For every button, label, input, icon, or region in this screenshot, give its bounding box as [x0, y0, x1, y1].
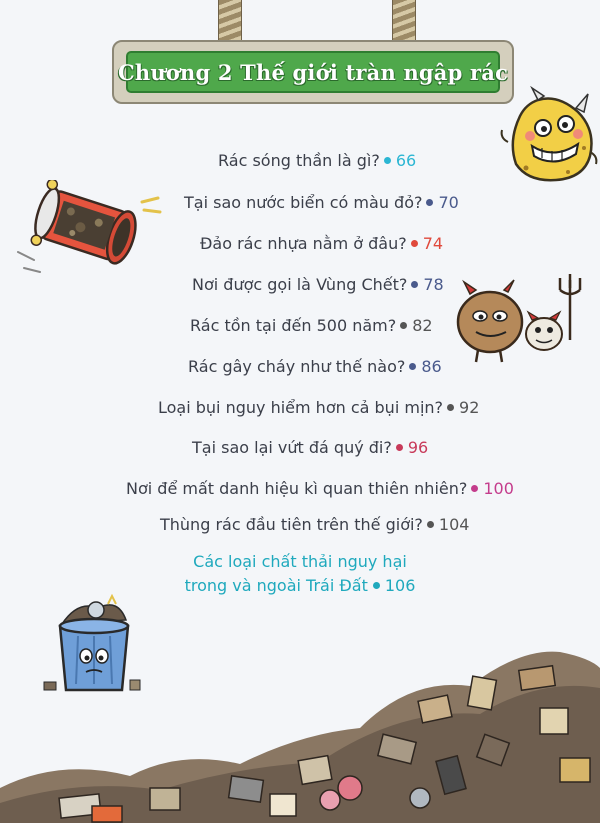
toc-item-page: 66 — [395, 151, 417, 170]
toc-item-title: Rác gây cháy như thế nào? — [188, 357, 406, 376]
toc-special-line2: trong và ngoài Trái Đất — [184, 576, 368, 595]
bullet-dot-icon — [384, 157, 391, 164]
toc-item[interactable] — [126, 478, 514, 500]
toc-special-item[interactable] — [0, 550, 600, 598]
toc-item-title: Tại sao nước biển có màu đỏ? — [184, 193, 423, 212]
toc-item[interactable] — [190, 315, 433, 337]
toc-item[interactable] — [192, 437, 428, 459]
bullet-dot-icon — [427, 521, 434, 528]
red-pipe-with-trash-icon — [14, 180, 164, 280]
toc-item[interactable] — [188, 356, 442, 378]
toc-item[interactable] — [192, 274, 444, 296]
toc-item-page: 104 — [438, 515, 470, 534]
bullet-dot-icon — [396, 444, 403, 451]
toc-item[interactable] — [218, 150, 416, 172]
chapter-title: Chương 2 Thế giới tràn ngập rác — [117, 59, 509, 85]
yellow-garbage-monster-icon — [498, 86, 598, 186]
chapter-banner-board — [117, 51, 509, 93]
toc-item-page: 92 — [459, 398, 480, 417]
toc-item-page: 74 — [422, 234, 444, 253]
toc-item[interactable] — [160, 514, 469, 536]
toc-item[interactable] — [158, 397, 479, 419]
bullet-dot-icon — [411, 281, 418, 288]
toc-item[interactable] — [200, 233, 443, 255]
bullet-dot-icon — [447, 404, 454, 411]
chapter-banner — [112, 40, 514, 104]
toc-item-page: 70 — [438, 193, 459, 212]
toc-item-title: Loại bụi nguy hiểm hơn cả bụi mịn? — [158, 398, 444, 417]
bullet-dot-icon — [471, 485, 478, 492]
toc-item-page: 78 — [423, 275, 444, 294]
toc-item-page: 82 — [412, 316, 433, 335]
bullet-dot-icon — [400, 322, 407, 329]
toc-item-title: Đảo rác nhựa nằm ở đâu? — [200, 234, 407, 253]
brown-dust-monsters-with-trident-icon — [452, 270, 592, 365]
bullet-dot-icon — [409, 363, 416, 370]
bullet-dot-icon — [411, 240, 418, 247]
toc-item-title: Thùng rác đầu tiên trên thế giới? — [160, 515, 423, 534]
bullet-dot-icon — [426, 199, 433, 206]
toc-item-title: Rác sóng thần là gì? — [218, 151, 380, 170]
toc-item-page: 96 — [407, 438, 429, 457]
toc-item-title: Rác tồn tại đến 500 năm? — [190, 316, 397, 335]
toc-item[interactable] — [184, 192, 459, 214]
toc-item-title: Nơi để mất danh hiệu kì quan thiên nhiên? — [126, 479, 468, 498]
toc-item-title: Tại sao lại vứt đá quý đi? — [192, 438, 392, 457]
toc-item-title: Nơi được gọi là Vùng Chết? — [192, 275, 408, 294]
toc-special-line1: Các loại chất thải nguy hại — [193, 552, 407, 571]
trash-pile-icon — [0, 638, 600, 823]
toc-item-page: 100 — [483, 479, 514, 498]
bullet-dot-icon — [373, 582, 380, 589]
toc-special-page: 106 — [384, 576, 416, 595]
toc-item-page: 86 — [421, 357, 442, 376]
